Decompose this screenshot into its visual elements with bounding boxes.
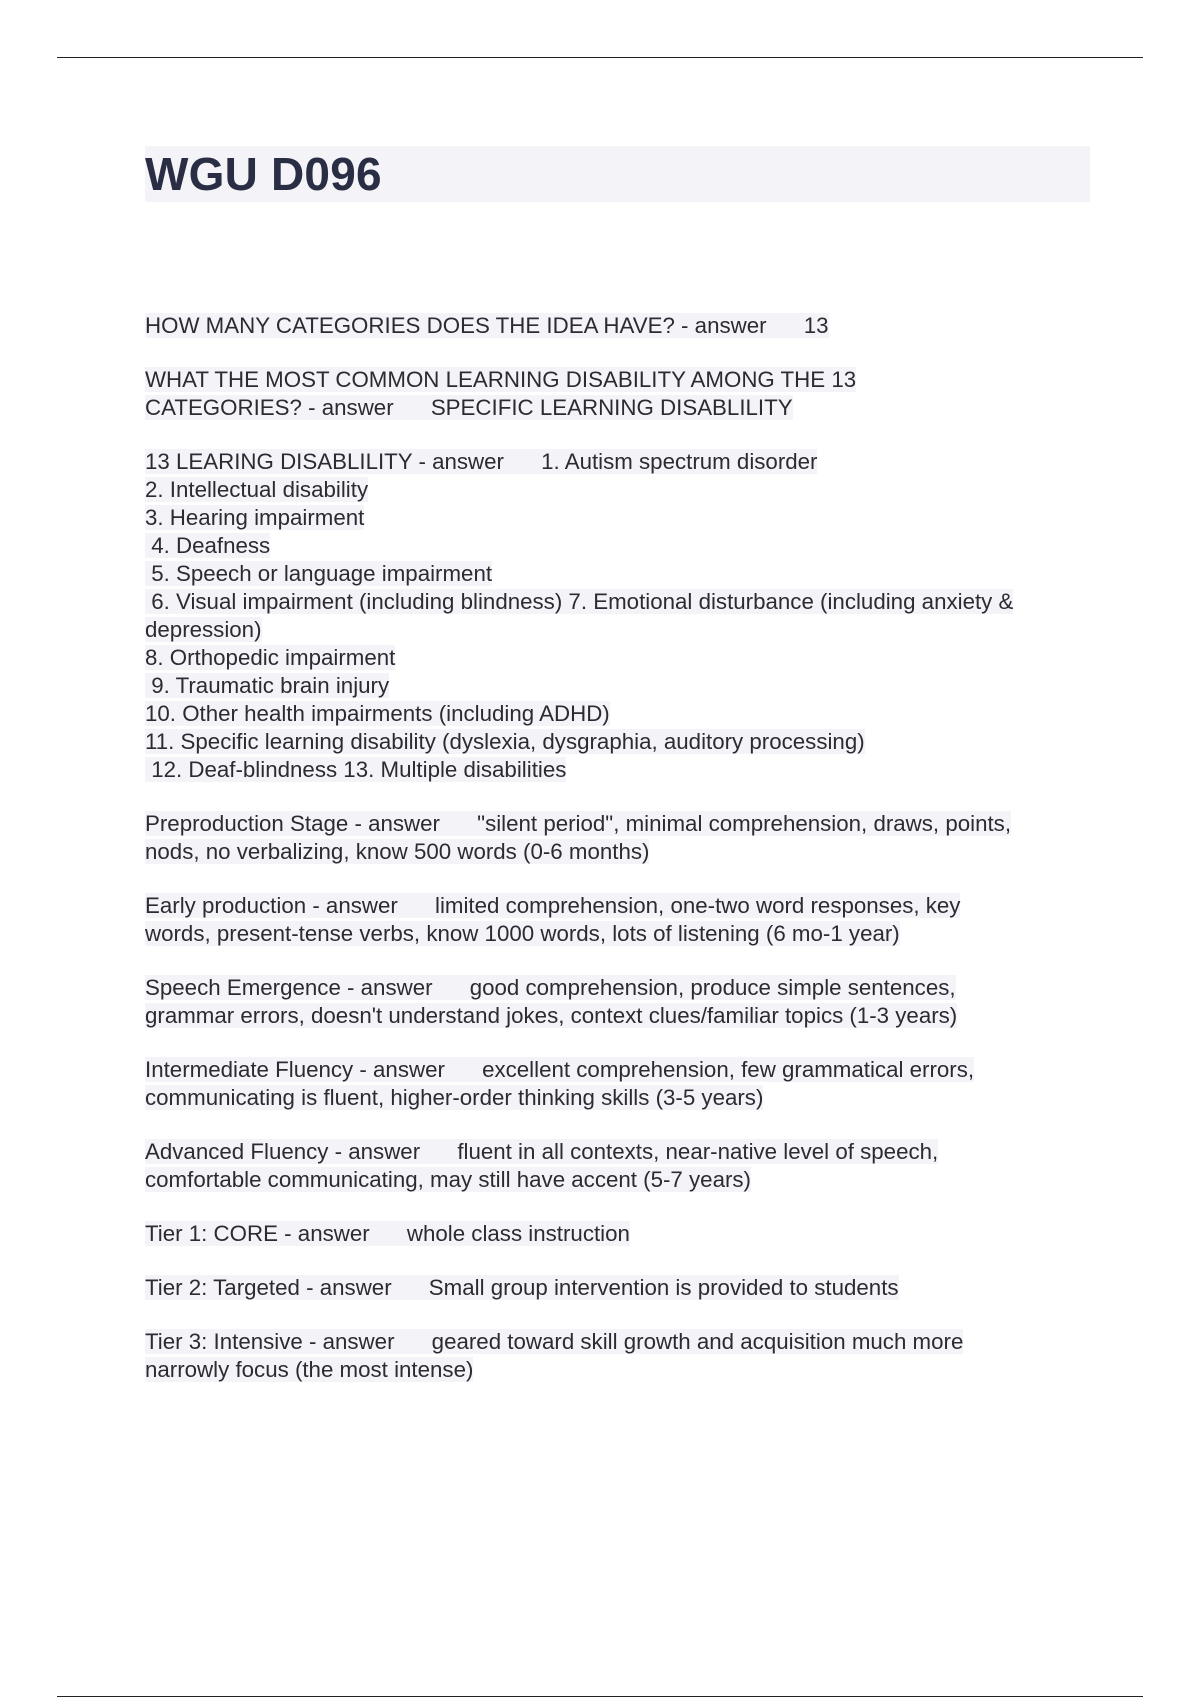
answer-text: grammar errors, doesn't understand jokes, context clues/familiar topics (1-3 years)	[145, 1003, 958, 1028]
list-item: 8. Orthopedic impairment	[145, 645, 396, 670]
question-text: Preproduction Stage - answer	[145, 811, 440, 836]
answer-text: narrowly focus (the most intense)	[145, 1357, 474, 1382]
question-text: WHAT THE MOST COMMON LEARNING DISABILITY AMONG THE 13	[145, 367, 857, 392]
list-item: 12. Deaf-blindness 13. Multiple disabilities	[145, 757, 567, 782]
answer-text: excellent comprehension, few grammatical errors,	[482, 1057, 975, 1082]
list-item: 4. Deafness	[145, 533, 271, 558]
question-text: 13 LEARING DISABLILITY - answer	[145, 449, 504, 474]
qa-item-4	[145, 810, 1100, 866]
answer-text: limited comprehension, one-two word responses, key	[434, 893, 961, 918]
top-rule	[57, 57, 1143, 58]
qa-item-6	[145, 974, 1100, 1030]
answer-text: comfortable communicating, may still have accent (5-7 years)	[145, 1167, 751, 1192]
question-text: Early production - answer	[145, 893, 398, 918]
answer-text: Small group intervention is provided to students	[428, 1275, 899, 1300]
list-item: 3. Hearing impairment	[145, 505, 365, 530]
answer-text: fluent in all contexts, near-native level of speech,	[457, 1139, 939, 1164]
question-text: HOW MANY CATEGORIES DOES THE IDEA HAVE? - answer	[145, 313, 767, 338]
qa-item-3	[145, 448, 1100, 784]
list-item: 10. Other health impairments (including ADHD)	[145, 701, 610, 726]
answer-text: communicating is fluent, higher-order thinking skills (3-5 years)	[145, 1085, 764, 1110]
list-item: depression)	[145, 617, 262, 642]
list-item: 6. Visual impairment (including blindness) 7. Emotional disturbance (including anxiety &	[145, 589, 1014, 614]
qa-item-11	[145, 1328, 1100, 1384]
document-body	[145, 312, 1100, 1410]
qa-item-10	[145, 1274, 1100, 1302]
qa-item-2	[145, 366, 1100, 422]
document-title: WGU D096	[145, 148, 382, 200]
answer-text: geared toward skill growth and acquisition much more	[431, 1329, 964, 1354]
question-text: Intermediate Fluency - answer	[145, 1057, 445, 1082]
question-text: Tier 3: Intensive - answer	[145, 1329, 395, 1354]
answer-text: whole class instruction	[406, 1221, 630, 1246]
bottom-rule	[57, 1696, 1143, 1697]
answer-text: good comprehension, produce simple sentences,	[469, 975, 956, 1000]
question-text: Advanced Fluency - answer	[145, 1139, 421, 1164]
list-item: 1. Autism spectrum disorder	[541, 449, 818, 474]
list-item: 2. Intellectual disability	[145, 477, 369, 502]
qa-item-9	[145, 1220, 1100, 1248]
question-text: Tier 2: Targeted - answer	[145, 1275, 392, 1300]
list-item: 5. Speech or language impairment	[145, 561, 493, 586]
answer-text: SPECIFIC LEARNING DISABLILITY	[430, 395, 793, 420]
question-text: Speech Emergence - answer	[145, 975, 433, 1000]
answer-text: "silent period", minimal comprehension, draws, points,	[477, 811, 1012, 836]
answer-text: nods, no verbalizing, know 500 words (0-6 months)	[145, 839, 650, 864]
list-item: 11. Specific learning disability (dyslexia, dysgraphia, auditory processing)	[145, 729, 865, 754]
answer-text: words, present-tense verbs, know 1000 words, lots of listening (6 mo-1 year)	[145, 921, 900, 946]
qa-item-8	[145, 1138, 1100, 1194]
question-text: Tier 1: CORE - answer	[145, 1221, 370, 1246]
answer-text: 13	[803, 313, 829, 338]
qa-item-5	[145, 892, 1100, 948]
list-item: 9. Traumatic brain injury	[145, 673, 390, 698]
qa-item-7	[145, 1056, 1100, 1112]
question-text: CATEGORIES? - answer	[145, 395, 394, 420]
qa-item-1	[145, 312, 1100, 340]
